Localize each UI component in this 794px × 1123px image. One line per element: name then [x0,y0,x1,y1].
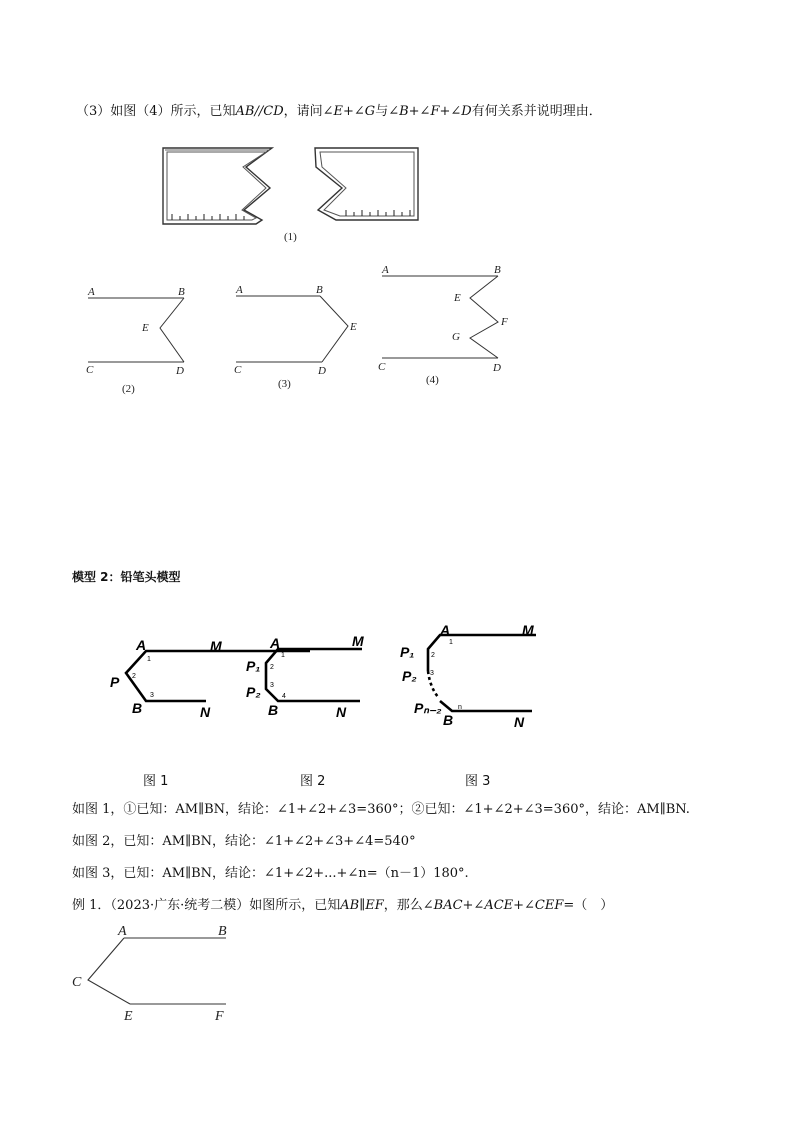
ex1-mid: ，那么 [383,898,423,913]
m3-angle-n: n [458,704,462,711]
ex1-math2: ∠BAC+∠ACE+∠CEF= [422,898,575,913]
q3-math3: ∠B+∠F+∠D [388,104,472,119]
f4-label-C: C [378,361,386,373]
caption-fig1: (1) [284,231,297,243]
m1-label-N: N [200,704,211,720]
ex1-prefix: 例 1．（2023·广东·统考二模）如图所示，已知 [72,898,341,913]
m2-angle-2: 2 [270,664,274,671]
f4-label-E: E [454,292,461,304]
question-3 [76,103,602,121]
m3-angle-2: 2 [431,652,435,659]
f4-label-A: A [382,264,389,276]
f2-label-C: C [86,364,94,376]
ex-label-E: E [124,1009,133,1024]
f4-label-F: F [501,316,508,328]
q3-suffix: 有何关系并说明理由． [471,104,602,119]
example-1-figure [68,918,248,1028]
m2-label-A: A [270,635,281,651]
f2-label-E: E [142,322,149,334]
m1-label-A: A [136,637,147,653]
conclusion-line-1: 如图 1，①已知：AM∥BN，结论：∠1+∠2+∠3=360°；②已知：∠1+∠2+∠3=360°，结论：AM∥BN. [72,802,690,817]
m2-label-N: N [336,704,347,720]
m1-label-P: P [110,674,120,690]
ex-label-A: A [118,924,127,939]
m3-label-A: A [440,622,451,638]
f4-label-B: B [494,264,501,276]
m3-label-P2: P₂ [402,668,417,684]
m1-angle-1: 1 [147,656,151,663]
m2-label-M: M [352,633,364,649]
example-1 [72,897,613,915]
model-2-figures [100,615,540,735]
m2-label-B: B [268,702,279,718]
ex1-suffix: （ ） [574,898,614,913]
caption-fig2: (2) [122,383,135,395]
m3-label-Pn2: Pₙ₋₂ [414,700,442,716]
conclusion-line-3: 如图 3，已知：AM∥BN，结论：∠1+∠2+...+∠n=（n－1）180°. [72,866,469,881]
figure-1-paper [160,140,425,250]
m2-angle-1: 1 [281,652,285,659]
caption-fig4: (4) [426,374,439,386]
q3-math1: AB//CD [235,104,284,119]
f4-label-G: G [452,331,460,343]
m2-angle-3: 3 [270,682,274,689]
conclusion-line-2: 如图 2，已知：AM∥BN，结论：∠1+∠2+∠3+∠4=540° [72,834,416,849]
q3-mid: ，请问 [283,104,323,119]
m1-angle-3: 3 [150,692,154,699]
ex1-math1: AB∥EF [340,898,384,913]
m3-angle-1: 1 [449,639,453,646]
ex-label-B: B [218,924,227,939]
m2-angle-4: 4 [282,693,286,700]
m3-label-B: B [443,712,454,728]
ex-label-C: C [72,975,82,990]
f2-label-B: B [178,286,185,298]
m1-angle-2: 2 [132,673,136,680]
m1-label-B: B [132,700,143,716]
f2-label-A: A [88,286,95,298]
figures-2-3-4 [80,262,520,402]
f3-label-D: D [318,365,326,377]
caption-model-fig1: 图 1 [143,774,169,789]
f3-label-A: A [236,284,243,296]
model-2-title: 模型 2：铅笔头模型 [72,570,181,584]
m3-label-N: N [514,714,525,730]
m3-angle-3: 3 [430,670,434,677]
caption-fig3: (3) [278,378,291,390]
q3-prefix: （3）如图（4）所示，已知 [76,104,236,119]
f4-label-D: D [493,362,501,374]
caption-model-fig3: 图 3 [465,774,491,789]
f3-label-B: B [316,284,323,296]
f3-label-E: E [350,321,357,333]
m3-label-P1: P₁ [400,644,415,660]
q3-mid2: 与 [375,104,389,119]
m2-label-P1: P₁ [246,658,261,674]
caption-model-fig2: 图 2 [300,774,326,789]
m3-label-M: M [522,622,534,638]
ex-label-F: F [215,1009,224,1024]
m2-label-P2: P₂ [246,684,261,700]
m1-label-M: M [210,638,222,654]
f2-label-D: D [176,365,184,377]
f3-label-C: C [234,364,242,376]
q3-math2: ∠E+∠G [322,104,376,119]
